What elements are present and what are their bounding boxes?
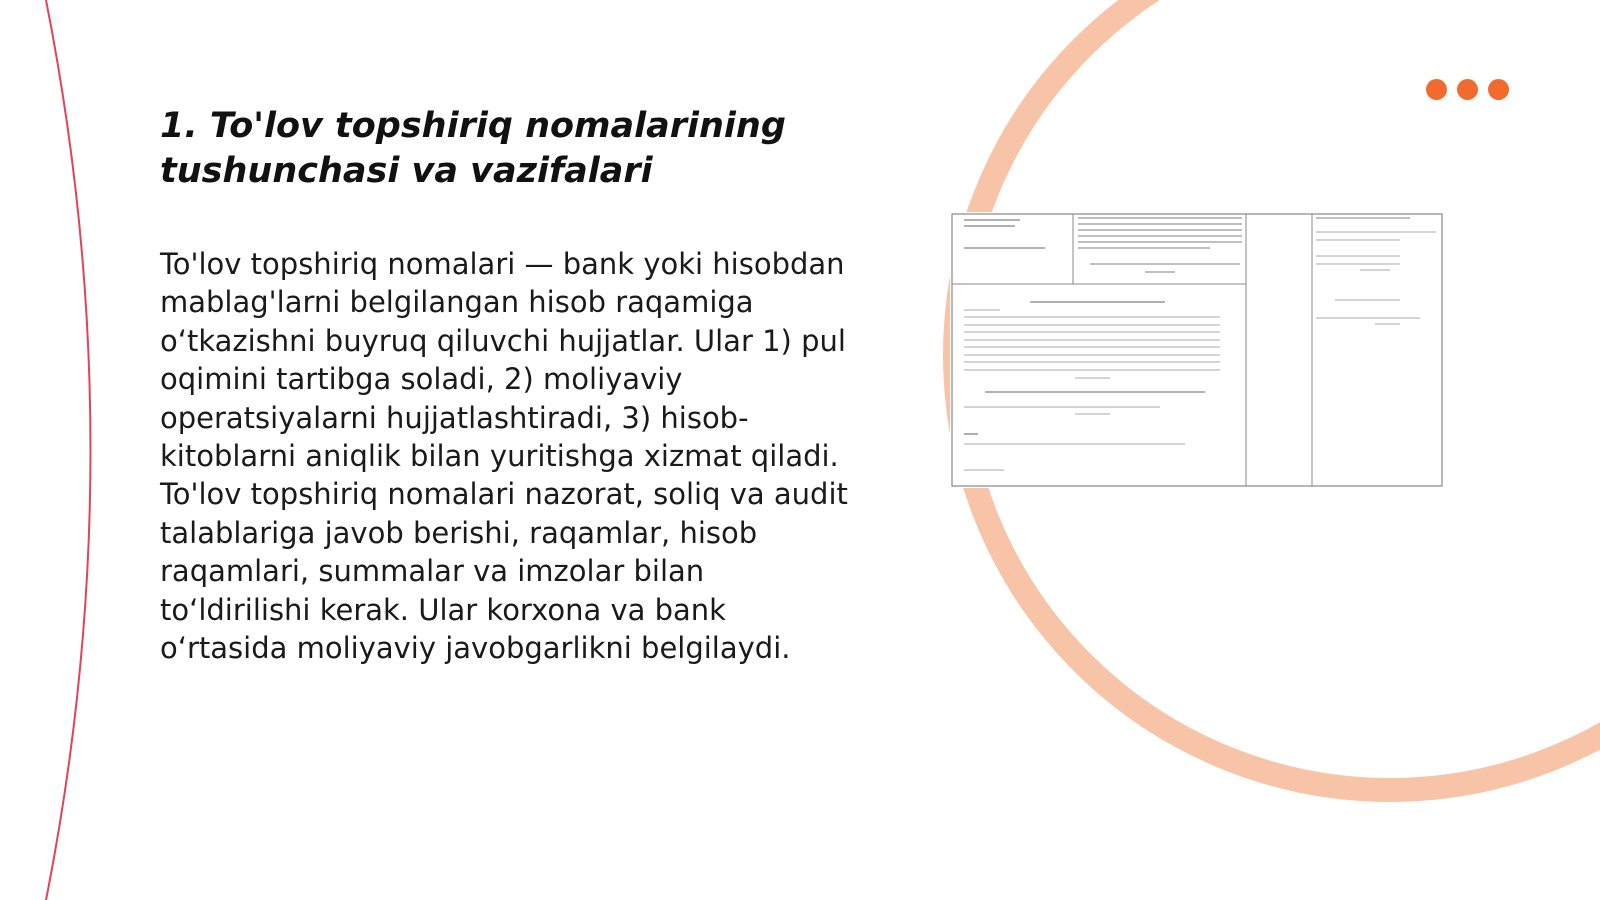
dot-1	[1426, 79, 1447, 100]
left-curve-line	[46, 0, 91, 900]
dot-2	[1457, 79, 1478, 100]
slide-title: 1. To'lov topshiriq nomalarining tushunchasi va vazifalari	[160, 106, 786, 191]
dot-3	[1488, 79, 1509, 100]
slide-body-text: To'lov topshiriq nomalari — bank yoki hisobdan mablag'larni belgilangan hisob raqamiga o‘tkazishni buyruq qiluvchi hujjatlar. Ular 1) pul oqimini tartibga soladi, 2) moliyaviy operatsiyalarni hujjatlashtiradi, 3) hisob-kitoblarni aniqlik bilan yuritishga xizmat qiladi. To'lov topshiriq nomalari nazorat, soliq va audit talablariga javob berishi, raqamlar, hisob raqamlari, summalar va imzolar bilan to‘ldirilishi kerak. Ular korxona va bank o‘rtasida moliyaviy javobgarlikni belgilaydi.	[160, 247, 848, 666]
payment-order-document-image	[950, 212, 1444, 488]
three-dots-icon	[1426, 79, 1509, 100]
